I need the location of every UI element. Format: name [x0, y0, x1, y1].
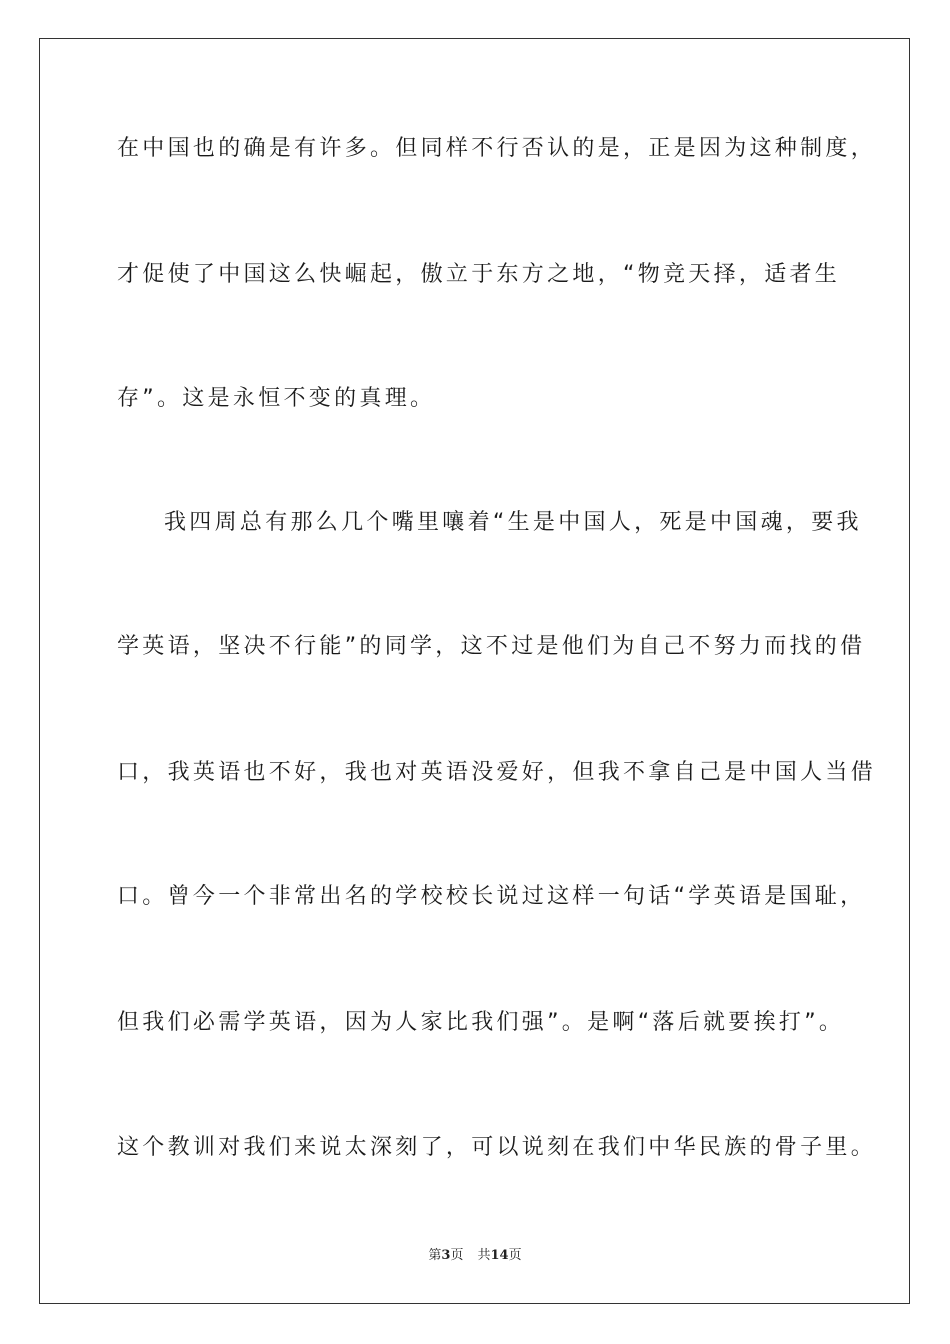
- body-text-line: 存”。这是永恒不变的真理。: [117, 386, 436, 411]
- body-text-line: 但我们必需学英语，因为人家比我们强”。是啊“落后就要挨打”。: [117, 1010, 845, 1035]
- body-text-line: 口，我英语也不好，我也对英语没爱好，但我不拿自己是中国人当借: [117, 760, 877, 785]
- paragraph-first-line: 我四周总有那么几个嘴里嚷着“生是中国人，死是中国魂，要我: [164, 510, 862, 535]
- page-footer: [0, 1248, 950, 1264]
- body-text-line: 学英语，坚决不行能”的同学，这不过是他们为自己不努力而找的借: [117, 634, 866, 659]
- page-number: 3: [441, 1248, 451, 1263]
- total-suffix: 页: [508, 1248, 522, 1263]
- page-border: [39, 38, 910, 1304]
- total-pages: 14: [490, 1248, 509, 1263]
- body-text-line: 口。曾今一个非常出名的学校校长说过这样一句话“学英语是国耻，: [117, 884, 866, 909]
- body-text-line: 才促使了中国这么快崛起，傲立于东方之地，“物竞天择，适者生: [117, 262, 841, 287]
- total-prefix: 共: [477, 1248, 491, 1263]
- page-suffix: 页: [450, 1248, 464, 1263]
- body-text-line: 这个教训对我们来说太深刻了，可以说刻在我们中华民族的骨子里。: [117, 1135, 877, 1160]
- body-text-line: 在中国也的确是有许多。但同样不行否认的是，正是因为这种制度，: [117, 136, 877, 161]
- page-prefix: 第: [428, 1248, 442, 1263]
